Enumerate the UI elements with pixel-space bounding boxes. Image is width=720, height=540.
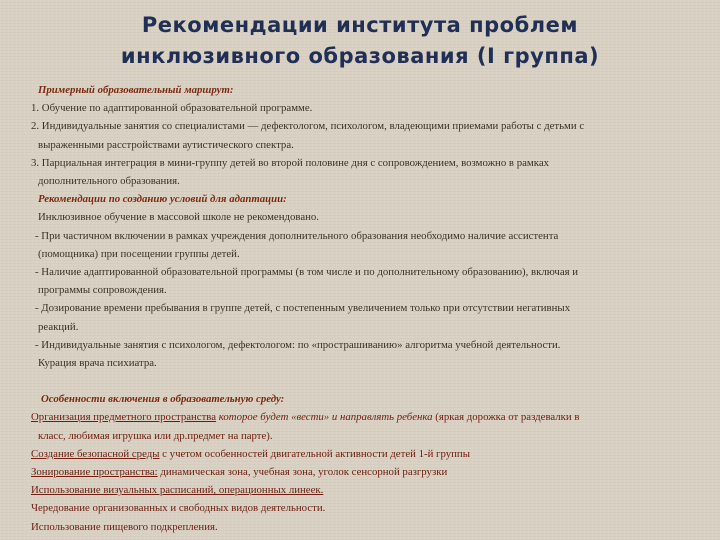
- section2-line-4: - Наличие адаптированной образовательной программы (в том числе и по дополнительному образованию), включая и: [35, 266, 579, 279]
- section1-heading: Примерный образовательный маршрут:: [38, 84, 234, 96]
- section3-line-3-rest: с учетом особенностей двигательной активности детей 1-й группы: [159, 447, 470, 460]
- section3-line-1-rest: (яркая дорожка от раздевалки в: [432, 411, 580, 424]
- section3-line-4: [31, 463, 687, 481]
- spacer: [31, 372, 687, 390]
- section3-line-3: [31, 445, 687, 463]
- section2-line-9: Курация врача психиатра.: [38, 357, 157, 370]
- section2-heading: Рекомендации по созданию условий для адаптации:: [38, 193, 287, 206]
- section2-line-1: Инклюзивное обучение в массовой школе не рекомендовано.: [38, 211, 320, 224]
- section1-item-2: 2. Индивидуальные занятия со специалистами — дефектологом, психологом, владеющими приемами работы с детьми с: [31, 120, 585, 133]
- section3-line-4-underlined: Зонирование пространства:: [31, 466, 158, 479]
- page-title: [40, 10, 680, 72]
- section2-line-6: - Дозирование времени пребывания в группе детей, с постепенным увеличением только при отсутствии негативных: [35, 302, 571, 315]
- section3-line-1-italic: которое будет «вести» и направлять ребенка: [216, 411, 433, 424]
- section3-line-1: [31, 408, 687, 426]
- section2-line-3: (помощника) при посещении группы детей.: [38, 247, 240, 260]
- section2-line-2: - При частичном включении в рамках учреждения дополнительного образования необходимо наличие ассистента: [35, 229, 559, 242]
- section3-line-4-rest: динамическая зона, учебная зона, уголок сенсорной разгрузки: [157, 466, 448, 479]
- title-line-1: Рекомендации института проблем: [141, 13, 579, 37]
- section1-item-2-cont: выраженными расстройствами аутистического спектра.: [38, 138, 294, 151]
- section3-line-6: Чередование организованных и свободных видов деятельности.: [31, 502, 326, 515]
- section3-heading: Особенности включения в образовательную среду:: [41, 393, 285, 406]
- title-line-2: инклюзивного образования (I группа): [120, 44, 600, 68]
- section1-item-3: 3. Парциальная интеграция в мини-группу детей во второй половине дня с сопровождением, возможно в рамках: [31, 156, 550, 169]
- section1-item-3-cont: дополнительного образования.: [38, 175, 180, 188]
- section3-line-5: Использование визуальных расписаний, операционных линеек.: [31, 484, 324, 497]
- section3-line-1-underlined: Организация предметного пространства: [31, 411, 217, 424]
- section2-line-7: реакций.: [38, 320, 79, 333]
- section3-line-2: класс, любимая игрушка или др.предмет на парте).: [38, 429, 273, 442]
- section3-line-7: Использование пищевого подкрепления.: [31, 520, 218, 533]
- section2-line-8: - Индивидуальные занятия с психологом, дефектологом: по «прострашиванию» алгоритма учебной деятельности.: [35, 338, 561, 351]
- section1-item-1: 1. Обучение по адаптированной образовательной программе.: [31, 102, 313, 115]
- section3-line-3-underlined: Создание безопасной среды: [31, 447, 160, 460]
- section2-line-5: программы сопровождения.: [38, 284, 167, 297]
- slide-body: [31, 81, 687, 536]
